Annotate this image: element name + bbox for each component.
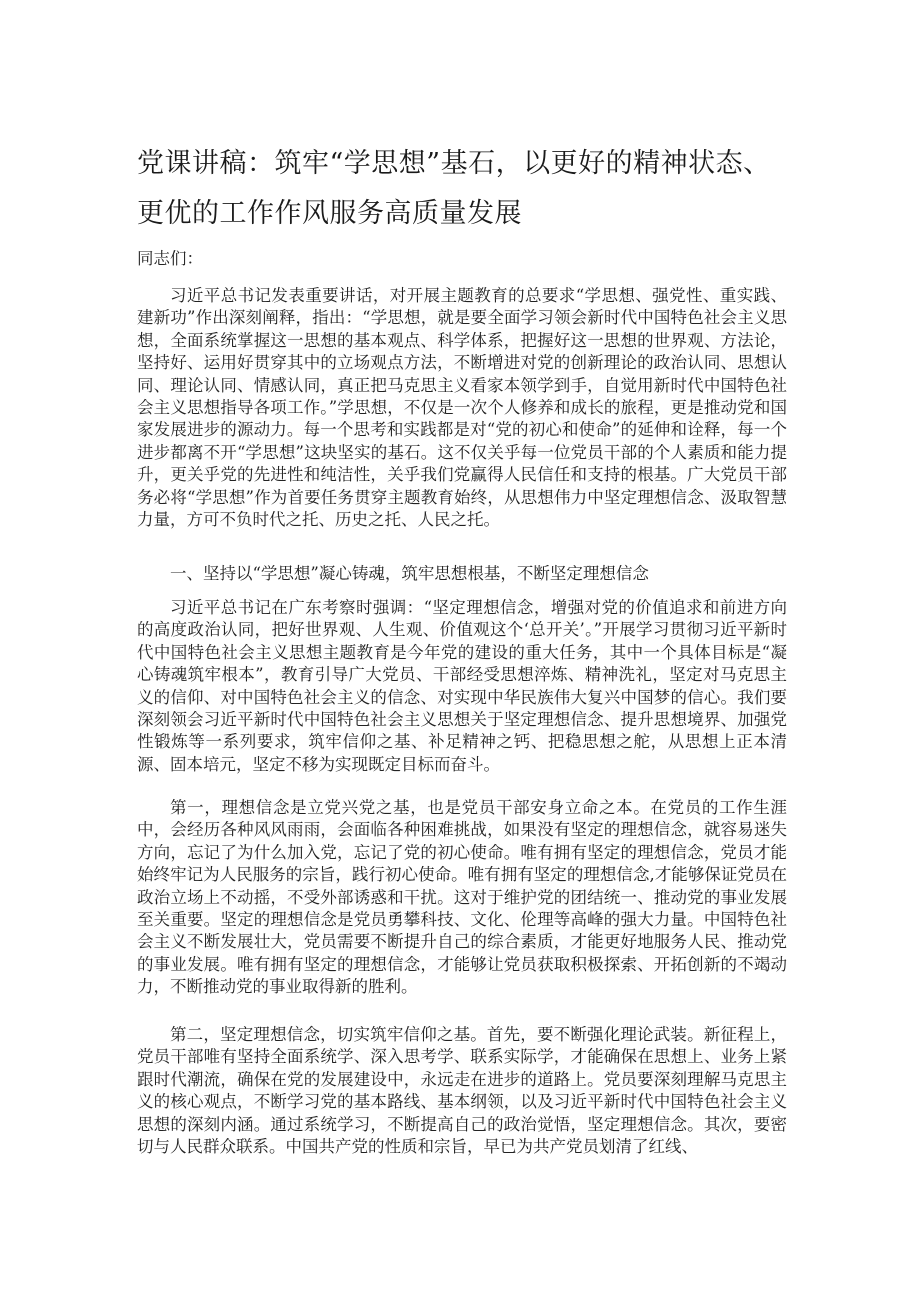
section-heading-1: 一、坚持以“学思想”凝心铸魂，筑牢思想根基，不断坚定理想信念 [170, 564, 649, 583]
paragraph-second-point: 第二，坚定理想信念，切实筑牢信仰之基。首先，要不断强化理论武装。新征程上，党员干部唯有坚持全面系统学、深入思考学、联系实际学，才能确保在思想上、业务上紧跟时代潮流，确保在党的发展建设中，永远走在进步的道路上。党员要深刻理解马克思主义的核心观点，不断学习党的基本路线、基本纲领，以及习近平新时代中国特色社会主义思想的深刻内涵。通过系统学习，不断提高自己的政治觉悟，坚定理想信念。其次，要密切与人民群众联系。中国共产党的性质和宗旨，早已为共产党员划清了红线、 [137, 1025, 787, 1157]
paragraph-first-point: 第一，理想信念是立党兴党之基，也是党员干部安身立命之本。在党员的工作生涯中，会经历各种风风雨雨，会面临各种困难挑战，如果没有坚定的理想信念，就容易迷失方向，忘记了为什么加入党，忘记了党的初心使命。唯有拥有坚定的理想信念，党员才能始终牢记为人民服务的宗旨，践行初心使命。唯有拥有坚定的理想信念,才能够保证党员在政治立场上不动摇，不受外部诱惑和干扰。这对于维护党的团结统一、推动党的事业发展至关重要。坚定的理想信念是党员勇攀科技、文化、伦理等高峰的强大力量。中国特色社会主义不断发展壮大，党员需要不断提升自己的综合素质，才能更好地服务人民、推动党的事业发展。唯有拥有坚定的理想信念，才能够让党员获取积极探索、开拓创新的不竭动力，不断推动党的事业取得新的胜利。 [137, 798, 787, 997]
greeting: 同志们： [137, 249, 203, 268]
document-title-line-1: 党课讲稿：筑牢“学思想”基石，以更好的精神状态、 [137, 148, 771, 179]
paragraph-section1-body: 习近平总书记在广东考察时强调：“坚定理想信念，增强对党的价值追求和前进方向的高度政治认同，把好世界观、人生观、价值观这个‘总开关’。”开展学习贯彻习近平新时代中国特色社会主义思想主题教育是今年党的建设的重大任务，其中一个具体目标是“凝心铸魂筑牢根本”，教育引导广大党员、干部经受思想淬炼、精神洗礼，坚定对马克思主义的信仰、对中国特色社会主义的信念、对实现中华民族伟大复兴中国梦的信心。我们要深刻领会习近平新时代中国特色社会主义思想关于坚定理想信念、提升思想境界、加强党性锻炼等一系列要求，筑牢信仰之基、补足精神之钙、把稳思想之舵，从思想上正本清源、固本培元，坚定不移为实现既定目标而奋斗。 [137, 598, 787, 774]
document-title-line-2: 更优的工作作风服务高质量发展 [137, 198, 522, 229]
paragraph-intro: 习近平总书记发表重要讲话，对开展主题教育的总要求“学思想、强党性、重实践、建新功”作出深刻阐释，指出：“学思想，就是要全面学习领会新时代中国特色社会主义思想，全面系统掌握这一思想的基本观点、科学体系，把握好这一思想的世界观、方法论，坚持好、运用好贯穿其中的立场观点方法，不断增进对党的创新理论的政治认同、思想认同、理论认同、情感认同，真正把马克思主义看家本领学到手，自觉用新时代中国特色社会主义思想指导各项工作。”学思想，不仅是一次个人修养和成长的旅程，更是推动党和国家发展进步的源动力。每一个思考和实践都是对“党的初心和使命”的延伸和诠释，每一个进步都离不开“学思想”这块坚实的基石。这不仅关乎每一位党员干部的个人素质和能力提升，更关乎党的先进性和纯洁性，关乎我们党赢得人民信任和支持的根基。广大党员干部务必将“学思想”作为首要任务贯穿主题教育始终，从思想伟力中坚定理想信念、汲取智慧力量，方可不负时代之托、历史之托、人民之托。 [137, 286, 787, 530]
